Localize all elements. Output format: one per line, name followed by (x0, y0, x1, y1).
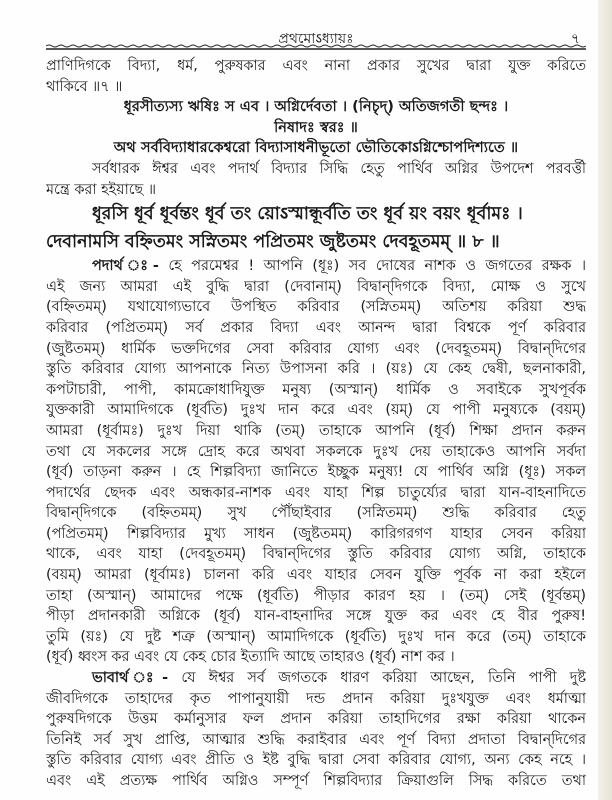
bhavartha-line: জীবদিগকে তাহাদের কৃত পাপানুযায়ী দন্ড প্রদান করিয়া দুঃখযুক্ত এবং ধর্মাত্মা (46, 690, 586, 707)
mantra-line: ধূরসি ধূর্ব ধূর্বন্তং ধূর্ব তং য়োऽস্মান্ধূর্বতি তং ধূর্ব য়ং বয়ং ধূর্বামঃ । (92, 204, 523, 225)
padartha-first-line (46, 256, 586, 277)
padartha-line: তথা যে সকলের সঙ্গে দ্রোহ করে অথবা সকলকে দুঃখ দেয় তাহাকেও আপনি সর্বদা (46, 443, 586, 460)
padartha-line: এই জন্য আমরা এই বুদ্ধি দ্বারা (দেবানাম্) বিদ্বান্‌দিগকে বিদ্যা, মোক্ষ ও সুখে (46, 278, 586, 295)
padartha-line: থাকে, এবং যাহা (দেবহূতমম্) বিদ্বান্‌দিগের স্তুতি করিবার যোগ্য অগ্নি, তাহাকে (46, 546, 586, 563)
summary-line: সর্বধারক ঈশ্বর এবং পদার্থ বিদ্যার সিদ্ধি হেতু পার্থিব অগ্নির উপদেশ পরবর্ত্তী (92, 160, 586, 177)
bhavartha-line: এবং এই প্রত্যক্ষ পার্থিব অগ্নিও সম্পূর্ণ শিল্পবিদ্যার ক্রিয়াগুলি সিদ্ধ করিতে তথা (46, 773, 586, 789)
page-edge-shadow (598, 0, 612, 800)
bhavartha-line: তিনিই সর্ব সুখ প্রাপ্তি, আত্মার শুদ্ধি করাইবার এবং পূর্ণ বিদ্যা প্রদাতা বিদ্বান্‌দিগের (46, 731, 586, 748)
padartha-line: (ধূর্ব) তাড়না করুন । হে শিল্পবিদ্যা জানিতে ইচ্ছুক মনুষ্য! যে পার্থিব অগ্নি (ধূঃ) সকল (46, 464, 586, 481)
padartha-line: (বহ্নিতমম্) যথাযোগ্যভাবে উপস্থিত করিবার (সস্নিতমম্) অতিশয় করিয়া শুদ্ধ (46, 299, 586, 316)
bhavartha-first-line (46, 668, 586, 689)
bhavartha-line: স্তুতি করিবার যোগ্য এবং প্রীতি ও ইষ্ট বুদ্ধি দ্বারা সেবা করিবার যোগ্য, অন্য কেহ নহে । (46, 752, 586, 769)
summary-line: মন্ত্রে করা হইয়াছে ॥ (46, 181, 156, 198)
padartha-line: (ধূর্ব) ধ্বংস কর এবং যে কেহ চোর ইত্যাদি আছে তাহারও (ধূর্ব) নাশ কর । (46, 649, 455, 666)
padartha-line: করিবার (পপ্রিতমম্) সর্ব প্রকার বিদ্যা এবং আনন্দ দ্বারা বিশ্বকে পূর্ণ করিবার (46, 319, 586, 336)
bhavartha-label: ভাবার্থ ঃ- (92, 670, 169, 687)
padartha-line: তুমি (য়ঃ) যে দুষ্ট শত্রু (অস্মান্) আমাদিগকে (ধূর্বতি) দুঃখ দান করে (তম্) তাহাকে (46, 628, 586, 645)
page-body (46, 56, 586, 792)
padartha-line: বিদ্বান্‌দিগকে (বহ্নিতমম্) সুখ পৌঁছাইবার (সস্নিতমম্) শুদ্ধি করিবার হেতু (46, 505, 586, 522)
page-number: ৭ (570, 31, 580, 47)
padartha-line: স্তুতি করিবার যোগ্য আপনাকে নিত্য উপাসনা করি । (য়ঃ) যে কেহ দ্বেষী, ছলনাকারী, (46, 361, 586, 378)
svara-line: নিষাদঃ স্বরঃ ॥ (274, 118, 358, 136)
intro-line: থাকিবে ॥৭ ॥ (46, 78, 123, 95)
padartha-label: পদার্থ ঃ- (92, 258, 159, 275)
padartha-line: (বয়ম্) আমরা (ধূর্বামঃ) চালনা করি এবং যাহার সেবন যুক্তি পূর্বক না করা হইলে (46, 567, 586, 584)
sanskrit-heading: অথ সর্ববিদ্যাধারকেশ্বরো বিদ্যাসাধনীভূতো ভৌতিকোऽগ্নিশ্চোপদিশ্যতে ॥ (113, 139, 519, 157)
padartha-text: হে পরমেশ্বর ! আপনি (ধূঃ) সব দোষের নাশক ও জগতের রক্ষক । (168, 258, 586, 275)
padartha-line: পদার্থের ছেদক এবং অন্ধকার-নাশক এবং যাহা শিল্প চাতুর্য্যের দ্বারা যান-বাহনাদিতে (46, 484, 586, 501)
padartha-line: (পপ্রিতমম্) শিল্পবিদ্যার মুখ্য সাধন (জুষ্টতমম্) কারিগরগণ যাহার সেবন করিয়া (46, 525, 586, 542)
rishi-devata-line: ধূরসীত্যস্য ঋষিঃ স এব । অগ্নির্দেবতা । (নিচৃদ্) অতিজগতী ছন্দঃ । (123, 98, 509, 116)
intro-line: প্রাণিদিগকে বিদ্যা, ধর্ম, পুরুষকার এবং নানা প্রকার সুখের দ্বারা যুক্ত করিতে (46, 58, 586, 74)
mantra-line: দেবানামসি বহ্নিতমং সস্নিতমং পপ্রিতমং জুষ্টতমং দেবহূতমম্ ॥ ৮ ॥ (46, 232, 500, 253)
header-wavy-rule (46, 44, 586, 50)
padartha-line: পীড়া প্রদানকারী অগ্নিকে (ধূর্ব) যান-বাহনাদির সঙ্গে যুক্ত কর এবং হে বীর পুরুষ! (46, 608, 586, 625)
padartha-line: তাহা (অস্মান্) আমাদের পক্ষে (ধূর্বতি) পীড়ার কারণ হয় । (তম্) সেই (ধূর্বন্তম্) (46, 587, 586, 604)
padartha-line: কপটাচারী, পাপী, কামক্রোধাদিযুক্ত মনুষ্য (অস্মান্) ধার্মিক ও সবাইকে সুখপূর্বক (46, 381, 586, 398)
padartha-line: যুক্তকারী আমাদিগকে (ধূর্বতি) দুঃখ দান করে এবং (য়ম্) যে পাপী মনুষ্যকে (বয়ম্) (46, 402, 586, 419)
bhavartha-text: যে ঈশ্বর সর্ব জগতকে ধারণ করিয়া আছেন, তিনি পাপী দুষ্ট (181, 670, 586, 687)
bhavartha-line: পুরুষদিগকে উত্তম কর্মানুসার ফল প্রদান করিয়া তাহাদিগের রক্ষা করিয়া থাকেন (46, 711, 586, 728)
chapter-title: প্রথমোऽধ্যায়ঃ (278, 31, 354, 47)
padartha-line: (জুষ্টতমম্) ধার্মিক ভক্তদিগের সেবা করিবার যোগ্য এবং (দেবহূতমম্) বিদ্বান্‌দিগের (46, 340, 586, 357)
padartha-line: আমরা (ধূর্বামঃ) দুঃখ দিয়া থাকি (তম্) তাহাকে আপনি (ধূর্ব) শিক্ষা প্রদান করুন (46, 422, 586, 439)
